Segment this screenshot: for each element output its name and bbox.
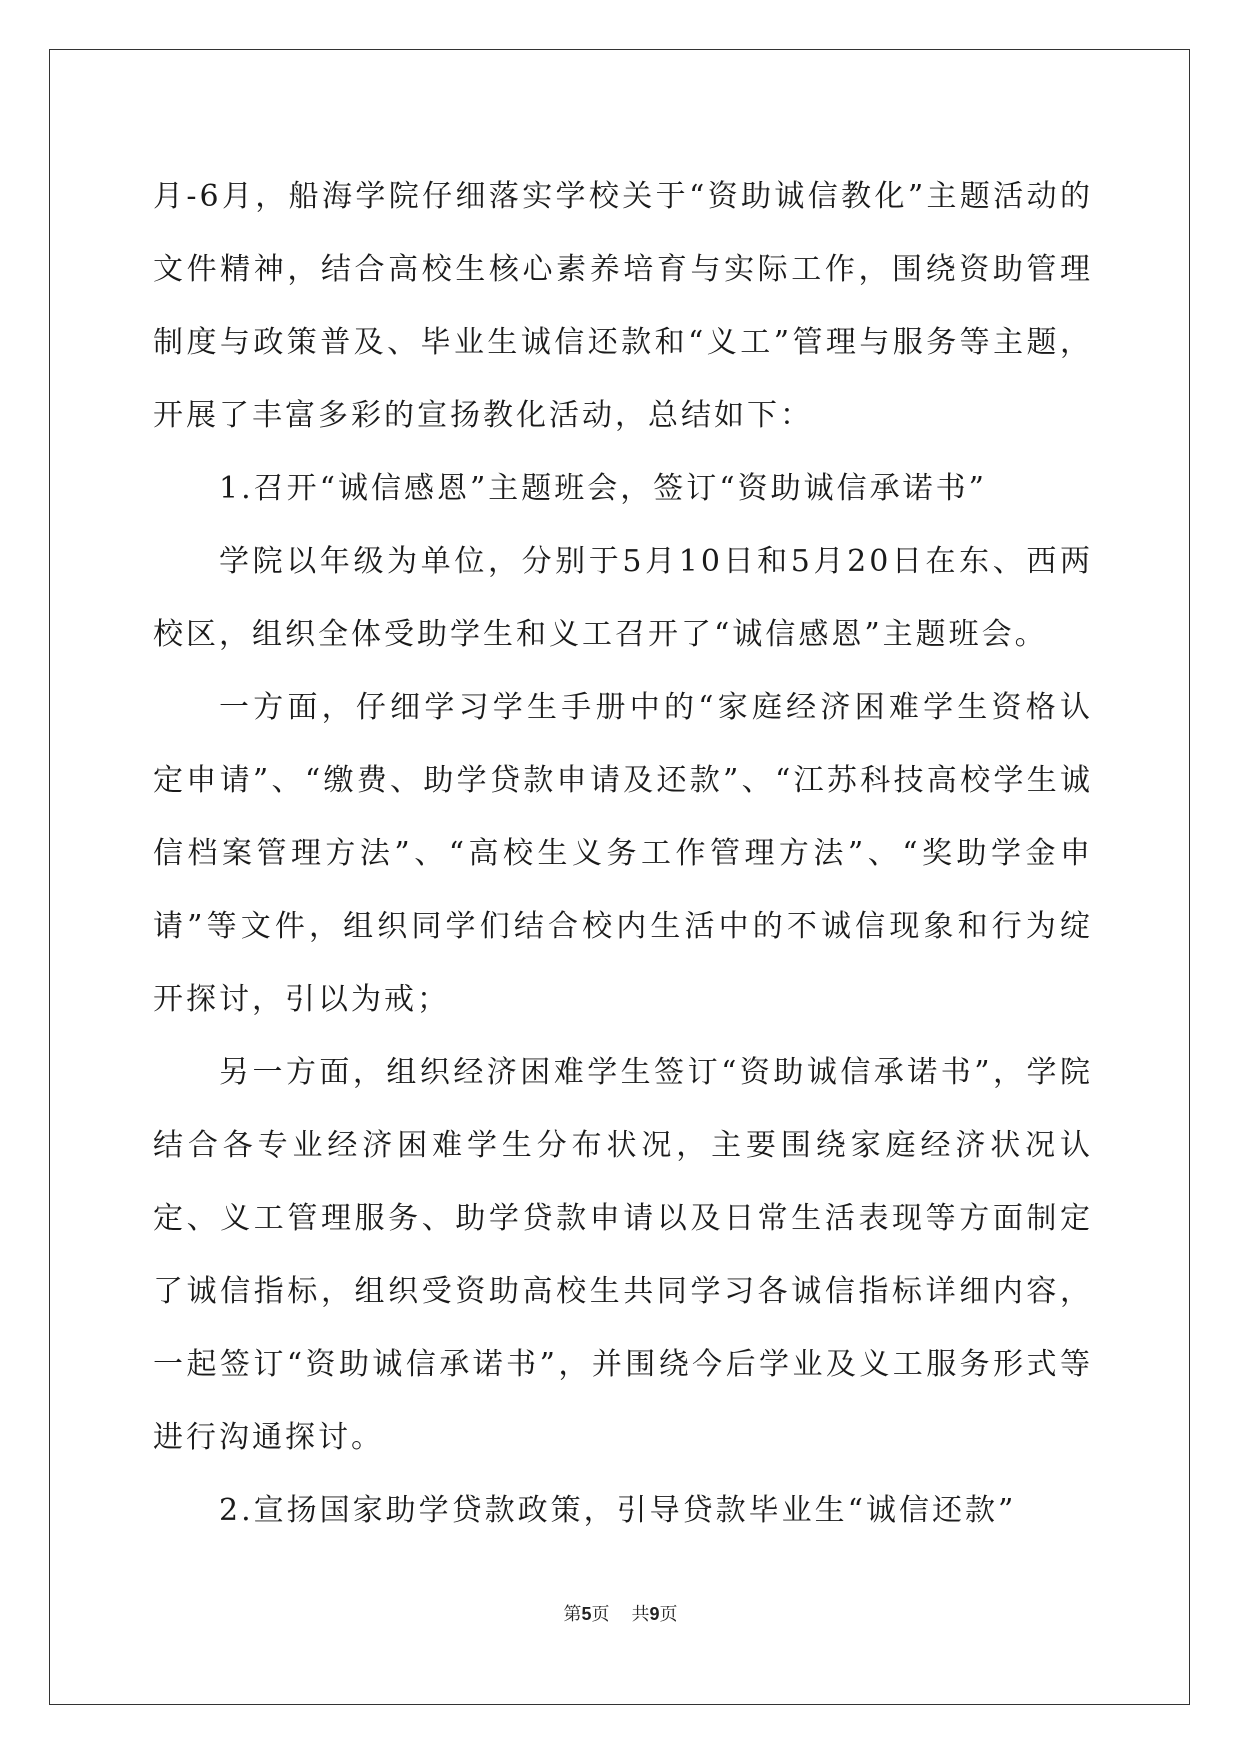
footer-page-unit: 页 bbox=[591, 1604, 610, 1625]
paragraph-class-meeting: 学院以年级为单位，分别于5月10日和5月20日在东、西两校区，组织全体受助学生和义工召开了“诚信感恩”主题班会。 bbox=[153, 544, 1093, 652]
paragraph-sign-pledge: 另一方面，组织经济困难学生签订“资助诚信承诺书”，学院结合各专业经济困难学生分布状况，主要围绕家庭经济状况认定、义工管理服务、助学贷款申请以及日常生活表现等方面制定了诚信指标，组织受资助高校生共同学习各诚信指标详细内容，一起签订“资助诚信承诺书”，并围绕今后学业及义工服务形式等进行沟通探讨。 bbox=[153, 1055, 1093, 1455]
heading-section-2: 2.宣扬国家助学贷款政策，引导贷款毕业生“诚信还款” bbox=[219, 1493, 1017, 1528]
page-footer bbox=[0, 1600, 1241, 1626]
paragraph-study-handbook: 一方面，仔细学习学生手册中的“家庭经济困难学生资格认定申请”、“缴费、助学贷款申请及还款”、“江苏科技高校学生诚信档案管理方法”、“高校生义务工作管理方法”、“奖助学金申请”等文件，组织同学们结合校内生活中的不诚信现象和行为绽开探讨，引以为戒； bbox=[153, 690, 1093, 1017]
heading-section-1: 1.召开“诚信感恩”主题班会，签订“资助诚信承诺书” bbox=[219, 471, 987, 506]
document-body bbox=[153, 160, 1093, 1547]
paragraph-intro: 月-6月，船海学院仔细落实学校关于“资助诚信教化”主题活动的文件精神，结合高校生核心素养培育与实际工作，围绕资助管理制度与政策普及、毕业生诚信还款和“义工”管理与服务等主题，开展了丰富多彩的宣扬教化活动，总结如下： bbox=[153, 179, 1093, 433]
current-page-number: 5 bbox=[581, 1604, 592, 1624]
footer-total-prefix: 共 bbox=[631, 1604, 650, 1625]
footer-total-unit: 页 bbox=[659, 1604, 678, 1625]
footer-prefix: 第 bbox=[563, 1604, 582, 1625]
total-page-number: 9 bbox=[649, 1604, 660, 1624]
